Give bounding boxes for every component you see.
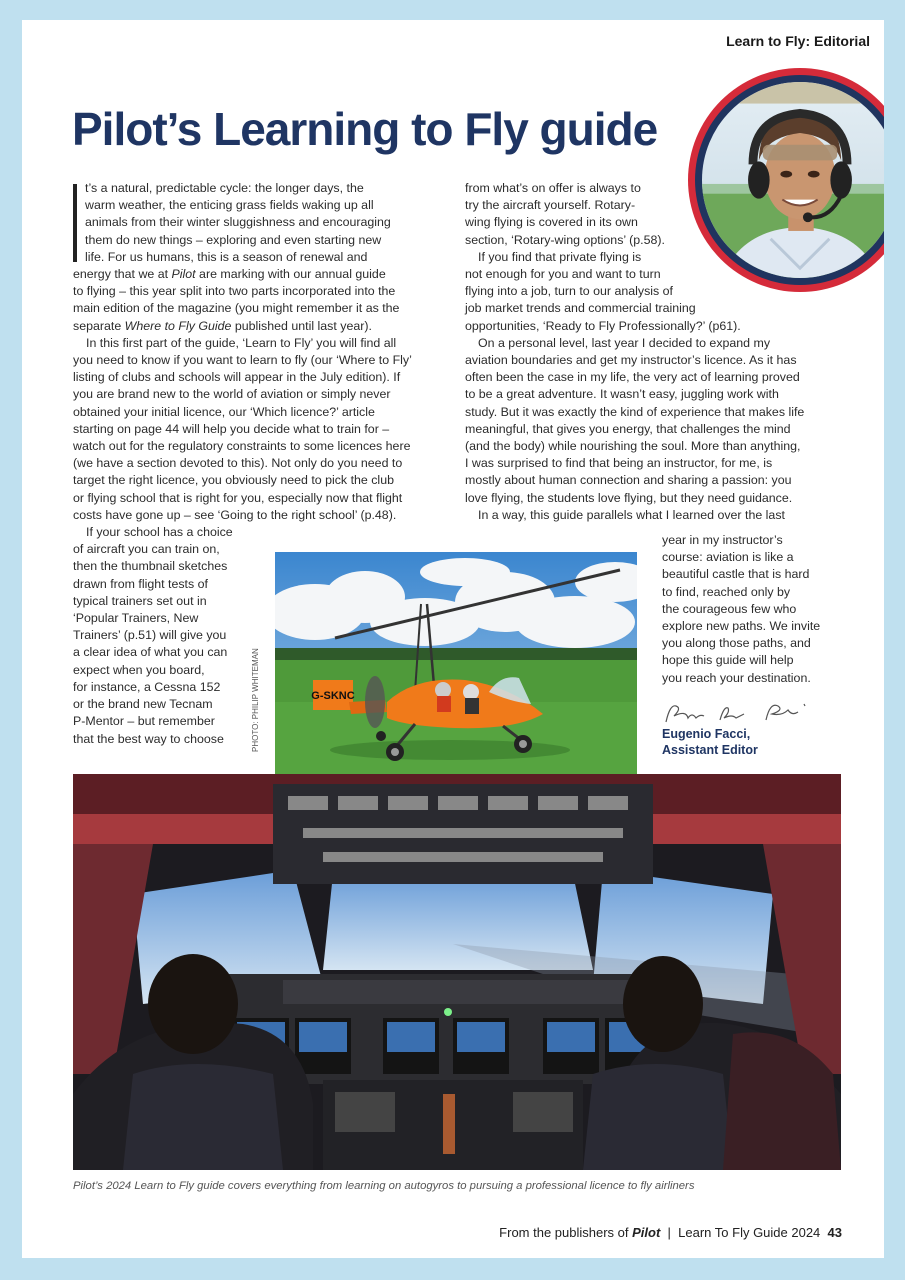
body-paragraph: If your school has a choice of aircraft you can train on, then the thumbnail sketches drawn from flight tests of typical trainers set out in ‘Popular Trainers, New Trainers’ (p.51) will give you a clear idea of what you can expect when you board, for instance, a Cessna 152 or the brand new Tecnam P-Mentor – but remember that the best way to choose: [73, 525, 233, 746]
magazine-name: Pilot: [171, 267, 196, 282]
author-name: Eugenio Facci,: [662, 727, 751, 741]
body-column-3: [662, 532, 862, 687]
author-title: Assistant Editor: [662, 743, 758, 757]
headline: Pilot’s Learning to Fly guide: [72, 103, 658, 155]
body-paragraph: If you find that private flying is not enough for you and want to turn flying into a job, turn to our analysis of job market trends and commercial training opportunities, ‘Ready to Fly Professionally?’ (p61).: [465, 249, 741, 333]
intro-paragraph: t’s a natural, predictable cycle: the longer days, the warm weather, the enticing grass fields waking up all animals from their winter sluggishness and encouraging them do new things – exploring and even starting new life. For us humans, this is a season of renewal and energy that we at Pilot are marking with our annual guide to flying – this year split into two parts incorporated into the main edition of the magazine (you might remember it as the separate Where to Fly Guide published until last year).: [73, 181, 400, 333]
footer-guide-title: Learn To Fly Guide 2024: [678, 1225, 821, 1240]
body-paragraph: from what’s on offer is always to try the aircraft yourself. Rotary- wing flying is covered in its own section, ‘Rotary-wing options’ (p.58).: [465, 181, 665, 247]
body-paragraph: year in my instructor’s course: aviation is like a beautiful castle that is hard to find, reached only by the courageous few who explore new paths. We invite you along those paths, and hope this guide will help you reach your destination.: [662, 533, 821, 685]
magazine-page: [22, 20, 884, 1258]
photo-caption: Pilot’s 2024 Learn to Fly guide covers everything from learning on autogyros to pursuing a professional licence to fly airliners: [73, 1180, 695, 1192]
page-number: 43: [827, 1225, 842, 1240]
section-label: Learn to Fly: Editorial: [726, 33, 870, 49]
flight-simulator-photo: [73, 774, 841, 1170]
page-footer: From the publishers of Pilot | Learn To Fly Guide 2024 43: [499, 1225, 842, 1240]
author-signature: [662, 698, 842, 728]
old-guide-title: Where to Fly Guide: [124, 318, 232, 333]
footer-brand: Pilot: [632, 1225, 661, 1240]
photo-credit: PHOTO: PHILIP WHITEMAN: [251, 648, 260, 752]
body-column-2: [465, 180, 845, 524]
autogyro-photo: [262, 542, 650, 796]
aircraft-registration: G-SKNC: [311, 690, 355, 702]
author-byline: [662, 726, 758, 758]
body-paragraph: In this first part of the guide, ‘Learn to Fly’ you will find all you need to know if you want to learn to fly (our ‘Where to Fly’ listing of clubs and schools will appear in the July edition). If you are brand new to the world of aviation or simply never obtained your initial licence, our ‘Which licence?’ article starting on page 44 will help you decide what to train for – watch out for the regulatory constraints to some licences here (we have a section devoted to this). Not only do you need to target the right licence, you obviously need to pick the club or flying school that is right for you, especially now that flight costs have gone up – see ‘Going to the right school’ (p.48).: [73, 335, 412, 522]
body-paragraph: On a personal level, last year I decided to expand my aviation boundaries and get my instructor’s licence. As it has often been the case in my life, the very act of learning proved to be a great adventure. It wasn’t easy, juggling work with study. But it was exactly the kind of experience that makes life meaningful, that gives you energy, that challenges the mind (and the body) while nourishing the soul. More than anything, I was surprised to find that being an instructor, for me, is mostly about human connection and sharing a passion: you love flying, the students love flying, but they need guidance. In a way, this guide parallels what I learned over the last: [465, 335, 805, 522]
drop-cap: [73, 184, 77, 262]
